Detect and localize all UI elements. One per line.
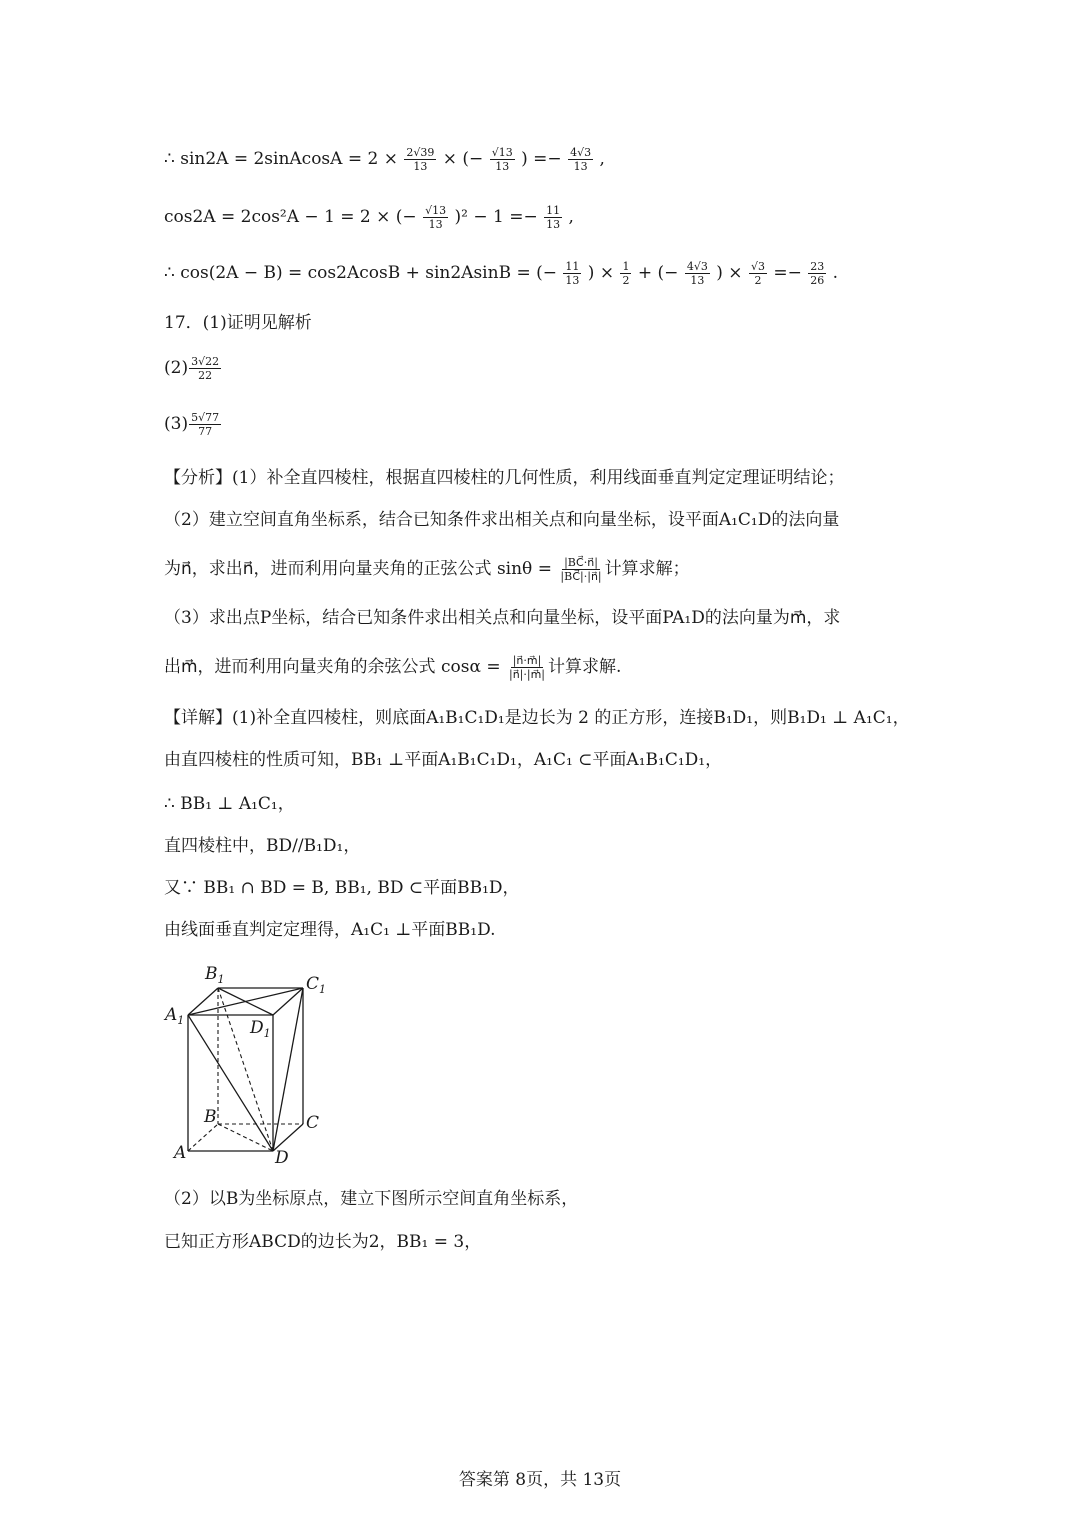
fraction: $\frac{4√3}{13}$ [570,146,592,173]
page-footer: 答案第 8页，共 13页 [458,1470,622,1490]
part2-line-1 [164,1187,578,1211]
equation-sin2a [164,146,605,173]
text: 17．(1)证明见解析 [164,313,312,333]
fraction: $\frac{|BC⃗\cdot n⃗|}{|BC⃗|\cdot|n⃗|}$ [560,556,602,583]
diag-b1-d [218,988,273,1151]
part2-line-2 [164,1230,481,1254]
text: 【分析】(1）补全直四棱柱，根据直四棱柱的几何性质，利用线面垂直判定定理证明结论； [164,468,845,488]
text: ) =− [521,149,562,169]
label-b: B [204,1107,217,1127]
label-c1: $C_1$ [306,974,327,996]
text: 【详解】(1)补全直四棱柱，则底面A₁B₁C₁D₁是边长为 2 的正方形，连接B₁D₁，则B₁D₁ ⊥ A₁C₁， [164,708,910,728]
fraction: $\frac{√13}{13}$ [425,204,447,231]
diag-c1-d [273,988,303,1151]
text: （3）求出点P坐标，结合已知条件求出相关点和向量坐标，设平面PA₁D的法向量为m⃗，求 [164,608,841,628]
label-d: D [275,1148,289,1168]
text: 计算求解； [604,559,690,579]
detail-line-4 [164,834,360,858]
question-17-answer-1 [164,311,312,335]
text: 计算求解. [548,657,622,677]
text: , [599,149,605,169]
text: )² − 1 =− [454,207,538,227]
text: (2) [164,358,189,378]
text: (3) [164,414,189,434]
text: =− [773,263,802,283]
fraction: $\frac{3√22}{22}$ [191,355,220,382]
text: ) × [716,263,743,283]
equation-cos2a [164,204,574,231]
text: × (− [442,149,484,169]
fraction: $\frac{11}{13}$ [565,260,580,287]
text: 出m⃗，进而利用向量夹角的余弦公式 cosα = [164,657,501,677]
text: ) × [587,263,615,283]
fraction: $\frac{2√39}{13}$ [406,146,435,173]
text: , [568,207,574,227]
label-a1: $A_1$ [165,1005,185,1027]
label-a: A [174,1143,187,1163]
fraction: $\frac{4√3}{13}$ [686,260,708,287]
fraction: $\frac{5√77}{77}$ [191,411,220,438]
analysis-line-1 [164,466,844,490]
text: ∴ cos(2A − B) = cos2AcosB + sin2AsinB = (− [164,263,557,283]
detail-line-2 [164,748,722,772]
text: 已知正方形ABCD的边长为2，BB₁ = 3， [164,1232,482,1252]
detail-line-1 [164,706,910,730]
analysis-line-2 [164,508,839,532]
fraction: $\frac{1}{2}$ [622,260,630,287]
fraction: $\frac{11}{13}$ [546,204,561,231]
text: cos2A = 2cos²A − 1 = 2 × (− [164,207,417,227]
analysis-line-5 [164,654,621,681]
detail-line-5 [164,876,520,900]
fraction: $\frac{√13}{13}$ [491,146,513,173]
text: 由直四棱柱的性质可知，BB₁ ⊥平面A₁B₁C₁D₁，A₁C₁ ⊂平面A₁B₁C₁D₁， [164,750,723,770]
analysis-line-4 [164,606,840,630]
fraction: $\frac{23}{26}$ [810,260,825,287]
fraction: $\frac{|n⃗\cdot m⃗|}{|n⃗|\cdot|m⃗|}$ [508,654,545,681]
text: （2）建立空间直角坐标系，结合已知条件求出相关点和向量坐标，设平面A₁C₁D的法向量 [164,510,840,530]
detail-line-3 [164,792,295,816]
text: + (− [637,263,679,283]
text: 为n⃗，求出n⃗，进而利用向量夹角的正弦公式 sinθ = [164,559,552,579]
text: 直四棱柱中，BD//B₁D₁， [164,836,361,856]
text: ∴ sin2A = 2sinAcosA = 2 × [164,149,398,169]
text: ∴ BB₁ ⊥ A₁C₁， [164,794,295,814]
equation-cos2a-minus-b [164,260,838,287]
text: 由线面垂直判定定理得，A₁C₁ ⊥平面BB₁D. [164,920,496,940]
label-b1: $B_1$ [205,964,225,986]
text: . [832,263,839,283]
label-d1: $D_1$ [250,1018,271,1040]
edge-a-b [188,1124,218,1151]
analysis-line-3 [164,556,690,583]
label-c: C [306,1113,320,1133]
fraction: $\frac{√3}{2}$ [750,260,765,287]
text: 又∵ BB₁ ∩ BD = B, BB₁, BD ⊂平面BB₁D， [164,878,520,898]
prism-figure [160,958,340,1168]
question-17-answer-3 [164,411,222,438]
question-17-answer-2 [164,355,222,382]
detail-line-6 [164,918,496,942]
text: （2）以B为坐标原点，建立下图所示空间直角坐标系， [164,1189,579,1209]
